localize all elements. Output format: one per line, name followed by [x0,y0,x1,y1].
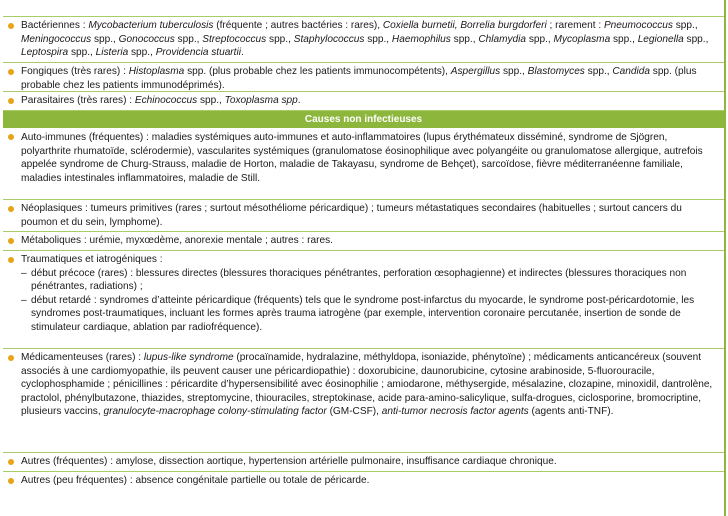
neoplastic-text: Néoplasiques : tumeurs primitives (rares ; surtout mésothéliome péricardique) ; tumeurs métastatiques secondaires (habituelles ; surtout cancers du poumon et du sein, lymphome). [21,203,682,228]
viral-label [21,0,109,1]
bacterial-text: Bactériennes : Mycobacterium tuberculosis (fréquente ; autres bactéries : rares), Coxiella burnetii, Borrelia burgdorferi ; rarement : Pneumococcus spp., Meningococcus spp., Gonococcus spp., Streptococcus spp., Staphylococcus spp., Haemophilus spp., Chlamydia spp., Mycoplasma spp., Legionella spp., Leptospira spp., Listeria spp., Providencia stuartii. [21,20,709,58]
bullet-icon [8,206,14,212]
cause-row-bacterial [3,17,724,63]
other-frequent-text: Autres (fréquentes) : amylose, dissection aortique, hypertension artérielle pulmonaire, insuffisance cardiaque chronique. [21,456,557,467]
bullet-icon [8,459,14,465]
bullet-icon [8,98,14,104]
trauma-title: Traumatiques et iatrogéniques : [21,254,163,265]
parasitic-text: Parasitaires (très rares) : Echinococcus spp., Toxoplasma spp. [21,95,301,106]
bullet-icon [8,69,14,75]
cause-row-trauma [3,251,724,349]
cause-row-other-frequent [3,453,724,472]
trauma-late-text: début retardé : syndromes d’atteinte péricardique (fréquents) tels que le syndrome post-infarctus du myocarde, le syndrome post-péricardotomie, les syndromes post-traumatiques, incluant les formes après trauma iatrogène (par exemple, intervention coronaire percutanée, insertion de sonde de stimulateur cardiaque, ablation par radiofréquence). [31,294,695,333]
dash-icon: – [21,294,27,306]
metabolic-text: Métaboliques : urémie, myxœdème, anorexie mentale ; autres : rares. [21,235,333,246]
cause-row-drugs [3,349,724,453]
trauma-early-item [21,267,718,294]
other-rare-text: Autres (peu fréquentes) : absence congénitale partielle ou totale de péricarde. [21,475,370,486]
bullet-icon [8,257,14,263]
drugs-text: Médicamenteuses (rares) : lupus-like syndrome (procaïnamide, hydralazine, méthyldopa, isoniazide, phénytoïne) ; médicaments anticancéreux (souvent associés à une cardiomyopathie, ils peuvent causer une péricardiopathie) : doxorubicine, daunorubicine, cytosine arabinoside, 5-fluorouracile, cyclophosphamide ; pénicillines : péricardite d’hypersensibilité avec éosinophilie ; amiodarone, méthysergide, mésalazine, clozapine, minoxidil, dantrolène, practolol, phénylbutazone, thiazides, streptomycine, thiouraciles, streptokinase, acide para-amino-salicylique, sulfa-drogues, ciclosporine, bromocriptine, plusieurs vaccins, granulocyte-macrophage colony-stimulating factor (GM-CSF), anti-tumor necrosis factor agents (agents anti-TNF). [21,352,713,417]
trauma-early-text: début précoce (rares) : blessures directes (blessures thoraciques pénétrantes, perforation œsophagienne) et indirectes (blessures thoraciques non pénétrantes, radiations) ; [31,267,687,292]
cause-row-metabolic [3,232,724,251]
cause-row-fungal [3,63,724,92]
bullet-icon [8,355,14,361]
bullet-icon [8,478,14,484]
trauma-late-item [21,294,718,335]
table-right-border [724,0,726,516]
cause-row-neoplastic [3,200,724,232]
fungal-text: Fongiques (très rares) : Histoplasma spp. (plus probable chez les patients immunocompétents), Aspergillus spp., Blastomyces spp., Candida spp. (plus probable chez les patients immunodéprimés). [21,66,697,91]
cause-row-autoimmune [3,128,724,200]
dash-icon: – [21,267,27,279]
cause-row-other-rare [3,472,724,492]
causes-table [3,0,724,492]
autoimmune-text: Auto-immunes (fréquentes) : maladies systémiques auto-immunes et auto-inflammatoires (lupus érythémateux disséminé, syndrome de Sjögren, polyarthrite rhumatoïde, sclérodermie), vascularites systémiques (granulomatose éosinophilique avec polyangéite ou granulomatose allergique, autrefois appelée syndrome de Churg-Strauss, maladie de Horton, maladie de Takayasu, syndrome de Behçet), sarcoïdose, fièvre méditerranéenne familiale, maladies intestinales inflammatoires, maladie de Still. [21,132,703,184]
bullet-icon [8,238,14,244]
cause-row-viral [3,0,724,17]
cause-row-parasitic [3,92,724,111]
section-header-non-infectious: Causes non infectieuses [3,111,724,128]
bullet-icon [8,134,14,140]
viral-text [109,0,687,1]
bullet-icon [8,23,14,29]
